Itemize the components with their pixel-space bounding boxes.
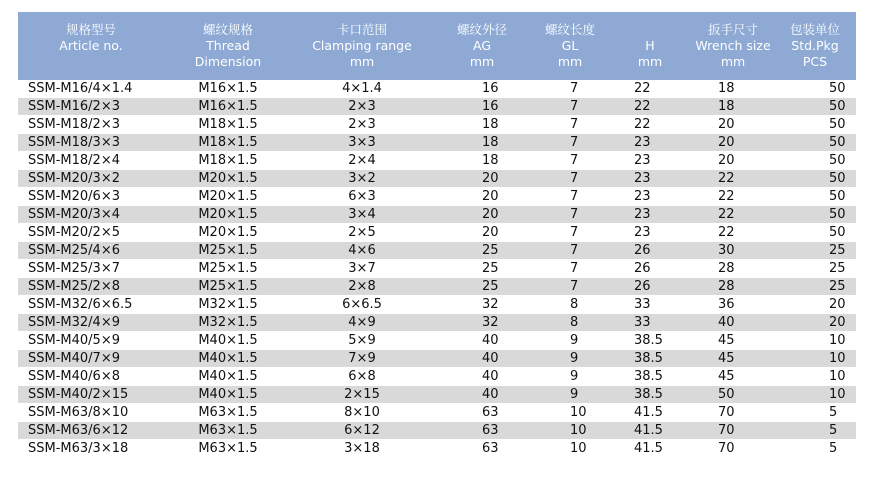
table-cell: M25×1.5 [164,260,292,278]
table-cell: 50 [774,170,856,188]
table-cell: SSM-M20/3×4 [18,206,164,224]
table-cell: 28 [692,278,774,296]
table-row [18,422,856,440]
table-cell: 7×9 [292,350,432,368]
column-header [774,12,856,80]
table-cell: 6×8 [292,368,432,386]
header-row [18,12,856,80]
table-cell: 25 [774,278,856,296]
table-row [18,116,856,134]
table-cell: 23 [608,188,692,206]
table-row [18,242,856,260]
table-cell: M63×1.5 [164,440,292,458]
table-cell: 23 [608,152,692,170]
column-header-unit: mm [557,54,583,69]
table-cell: M32×1.5 [164,314,292,332]
column-header-en: GL [561,38,579,53]
table-cell: 20 [692,152,774,170]
column-header-en: Article no. [59,38,123,53]
table-cell: 50 [774,188,856,206]
table-cell: 40 [432,386,532,404]
table-cell: 45 [692,332,774,350]
table-cell: 8 [532,314,608,332]
table-cell: SSM-M25/2×8 [18,278,164,296]
table-cell: 22 [692,224,774,242]
table-cell: 32 [432,296,532,314]
table-cell: 9 [532,350,608,368]
table-cell: 40 [432,332,532,350]
table-cell: M40×1.5 [164,332,292,350]
table-cell: 33 [608,296,692,314]
column-header-unit: mm [469,54,495,69]
table-cell: 20 [432,206,532,224]
table-cell: 2×8 [292,278,432,296]
column-header-zh: 螺纹长度 [544,22,595,37]
table-cell: 50 [774,206,856,224]
table-cell: M63×1.5 [164,422,292,440]
table-cell: 63 [432,440,532,458]
column-header-unit [18,54,164,70]
table-row [18,188,856,206]
table-cell: 40 [692,314,774,332]
table-header [18,12,856,80]
table-cell: SSM-M63/3×18 [18,440,164,458]
table-cell: 10 [532,422,608,440]
table-cell: SSM-M63/6×12 [18,422,164,440]
table-cell: 25 [774,260,856,278]
table-cell: 7 [532,80,608,98]
table-cell: SSM-M20/2×5 [18,224,164,242]
table-cell: 7 [532,134,608,152]
table-cell: 7 [532,224,608,242]
column-header-unit: mm [637,54,663,69]
column-header-en: Clamping range [312,38,412,53]
column-header-en: Thread [206,38,250,53]
table-cell: 7 [532,170,608,188]
table-cell: M20×1.5 [164,224,292,242]
column-header-zh: 包装单位 [789,22,840,37]
table-cell: 20 [432,188,532,206]
table-cell: SSM-M63/8×10 [18,404,164,422]
table-body [18,80,856,458]
table-cell: 5 [774,422,856,440]
table-cell: 7 [532,278,608,296]
table-cell: 3×7 [292,260,432,278]
table-cell: 7 [532,98,608,116]
table-cell: 70 [692,440,774,458]
table-cell: M32×1.5 [164,296,292,314]
table-cell: 50 [774,116,856,134]
table-cell: 40 [432,350,532,368]
table-cell: 25 [774,242,856,260]
table-cell: 2×15 [292,386,432,404]
table-cell: SSM-M16/2×3 [18,98,164,116]
table-cell: 3×4 [292,206,432,224]
table-cell: 22 [608,80,692,98]
table-cell: 6×12 [292,422,432,440]
table-cell: 30 [692,242,774,260]
table-row [18,170,856,188]
table-row [18,206,856,224]
table-cell: 23 [608,134,692,152]
table-row [18,350,856,368]
table-cell: 16 [432,80,532,98]
table-cell: 41.5 [608,422,692,440]
table-row [18,98,856,116]
table-cell: 3×3 [292,134,432,152]
table-cell: SSM-M32/4×9 [18,314,164,332]
table-cell: 20 [692,134,774,152]
table-cell: 3×18 [292,440,432,458]
table-cell: 20 [432,170,532,188]
table-cell: 10 [774,332,856,350]
table-row [18,296,856,314]
table-cell: 50 [774,134,856,152]
column-header-en: Std.Pkg [791,38,839,53]
column-header [608,12,692,80]
table-cell: 2×5 [292,224,432,242]
column-header-en: AG [472,38,492,53]
table-cell: 25 [432,260,532,278]
column-header-unit: PCS [802,54,828,69]
table-cell: 63 [432,422,532,440]
table-cell: 70 [692,422,774,440]
table-cell: 5×9 [292,332,432,350]
table-cell: 6×3 [292,188,432,206]
table-cell: SSM-M25/4×6 [18,242,164,260]
column-header-unit: mm [349,54,375,69]
table-cell: 5 [774,404,856,422]
table-cell: 18 [432,116,532,134]
column-header-zh: 规格型号 [65,22,116,37]
table-cell: M18×1.5 [164,152,292,170]
table-cell: M25×1.5 [164,242,292,260]
table-cell: 50 [692,386,774,404]
table-cell: 50 [774,98,856,116]
table-cell: M16×1.5 [164,98,292,116]
table-cell: M40×1.5 [164,386,292,404]
table-cell: 7 [532,242,608,260]
table-cell: 5 [774,440,856,458]
table-cell: 38.5 [608,386,692,404]
table-cell: 4×9 [292,314,432,332]
table-cell: SSM-M40/7×9 [18,350,164,368]
table-cell: M20×1.5 [164,188,292,206]
table-cell: SSM-M32/6×6.5 [18,296,164,314]
column-header [18,12,164,80]
table-cell: 50 [774,224,856,242]
column-header [432,12,532,80]
column-header-unit: Dimension [194,54,262,69]
table-cell: 18 [432,152,532,170]
table-cell: 8 [532,296,608,314]
table-cell: 23 [608,170,692,188]
column-header [164,12,292,80]
table-cell: 10 [774,350,856,368]
table-cell: M40×1.5 [164,350,292,368]
table-cell: SSM-M40/6×8 [18,368,164,386]
table-cell: 22 [608,116,692,134]
column-header [532,12,608,80]
table-cell: M63×1.5 [164,404,292,422]
table-cell: 18 [692,98,774,116]
table-cell: M18×1.5 [164,116,292,134]
table-cell: 2×4 [292,152,432,170]
table-cell: 38.5 [608,368,692,386]
table-cell: 9 [532,386,608,404]
table-cell: 23 [608,224,692,242]
table-row [18,332,856,350]
table-row [18,80,856,98]
table-cell: SSM-M40/2×15 [18,386,164,404]
table-cell: 7 [532,188,608,206]
table-row [18,278,856,296]
table-row [18,260,856,278]
table-cell: 20 [774,296,856,314]
spec-table [18,12,856,458]
column-header [292,12,432,80]
table-cell: 18 [692,80,774,98]
table-row [18,386,856,404]
table-cell: 9 [532,368,608,386]
table-row [18,134,856,152]
table-cell: 50 [774,152,856,170]
table-cell: 32 [432,314,532,332]
table-cell: 41.5 [608,440,692,458]
table-cell: 7 [532,152,608,170]
table-cell: SSM-M25/3×7 [18,260,164,278]
table-row [18,404,856,422]
table-cell: 8×10 [292,404,432,422]
table-cell: 16 [432,98,532,116]
table-cell: 33 [608,314,692,332]
column-header-zh: 螺纹外径 [456,22,507,37]
table-cell: 10 [774,386,856,404]
table-cell: 20 [774,314,856,332]
table-cell: 38.5 [608,332,692,350]
table-cell: 18 [432,134,532,152]
table-row [18,224,856,242]
table-cell: 26 [608,242,692,260]
table-cell: 7 [532,116,608,134]
table-cell: 20 [432,224,532,242]
table-cell: 20 [692,116,774,134]
column-header-zh: 扳手尺寸 [707,22,758,37]
table-cell: SSM-M18/3×3 [18,134,164,152]
column-header-unit: mm [720,54,746,69]
table-row [18,368,856,386]
table-row [18,152,856,170]
table-cell: 28 [692,260,774,278]
column-header-zh: 螺纹规格 [202,22,253,37]
table-cell: 22 [692,206,774,224]
column-header-zh [608,22,692,38]
table-cell: SSM-M18/2×4 [18,152,164,170]
table-cell: 25 [432,242,532,260]
table-cell: SSM-M16/4×1.4 [18,80,164,98]
table-cell: 22 [608,98,692,116]
table-cell: 7 [532,206,608,224]
table-cell: 25 [432,278,532,296]
table-cell: 10 [774,368,856,386]
table-row [18,440,856,458]
table-row [18,314,856,332]
table-cell: 4×1.4 [292,80,432,98]
table-cell: M20×1.5 [164,206,292,224]
table-cell: 40 [432,368,532,386]
table-cell: M20×1.5 [164,170,292,188]
table-cell: 23 [608,206,692,224]
table-cell: 45 [692,350,774,368]
table-cell: SSM-M20/6×3 [18,188,164,206]
table-cell: 26 [608,278,692,296]
table-cell: 45 [692,368,774,386]
table-cell: 7 [532,260,608,278]
table-cell: SSM-M20/3×2 [18,170,164,188]
table-cell: 9 [532,332,608,350]
table-cell: 6×6.5 [292,296,432,314]
table-cell: 38.5 [608,350,692,368]
table-cell: 4×6 [292,242,432,260]
table-cell: 3×2 [292,170,432,188]
table-cell: 36 [692,296,774,314]
table-cell: M16×1.5 [164,80,292,98]
column-header-zh: 卡口范围 [336,22,387,37]
table-cell: 70 [692,404,774,422]
table-cell: SSM-M40/5×9 [18,332,164,350]
column-header [692,12,774,80]
table-cell: 50 [774,80,856,98]
table-cell: M40×1.5 [164,368,292,386]
table-cell: 10 [532,404,608,422]
table-cell: 2×3 [292,116,432,134]
table-cell: 22 [692,170,774,188]
table-cell: 10 [532,440,608,458]
table-cell: 63 [432,404,532,422]
table-cell: 2×3 [292,98,432,116]
table-cell: M18×1.5 [164,134,292,152]
table-cell: 41.5 [608,404,692,422]
column-header-en: Wrench size [695,38,771,53]
table-cell: 26 [608,260,692,278]
column-header-en: H [645,38,655,53]
table-cell: M25×1.5 [164,278,292,296]
table-cell: 22 [692,188,774,206]
table-cell: SSM-M18/2×3 [18,116,164,134]
